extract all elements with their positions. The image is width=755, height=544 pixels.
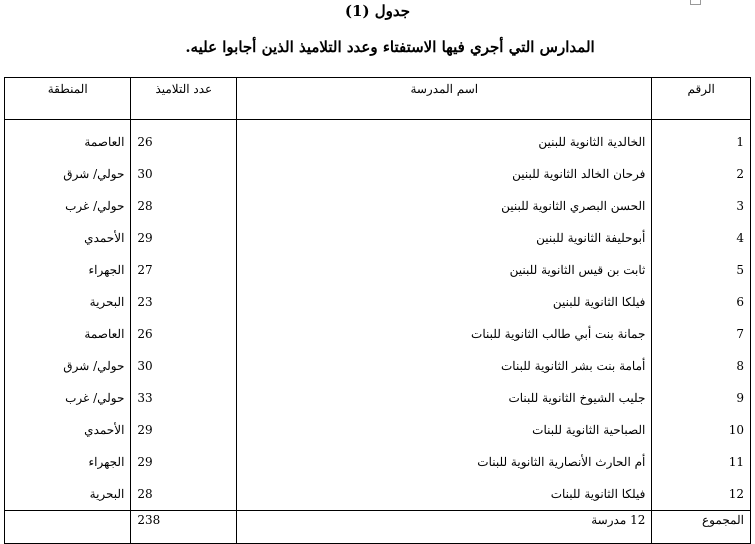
table-row: [5, 286, 751, 318]
footer-total-label: المجموع: [652, 511, 751, 544]
cell-region: الأحمدي: [5, 222, 131, 254]
cell-number: 4: [652, 222, 751, 254]
header-row: [5, 78, 751, 120]
cell-number: 11: [652, 446, 751, 478]
table-row: [5, 158, 751, 190]
table-row: [5, 446, 751, 478]
cell-region: حولي/ شرق: [5, 350, 131, 382]
table-row: [5, 222, 751, 254]
footer-row: [5, 511, 751, 544]
cell-number: 7: [652, 318, 751, 350]
cell-school-name: الحسن البصري الثانوية للبنين: [237, 190, 652, 222]
table-row: [5, 120, 751, 159]
cell-student-count: 30: [131, 350, 237, 382]
cell-student-count: 26: [131, 318, 237, 350]
table-row: [5, 382, 751, 414]
header-school-name: اسم المدرسة: [237, 78, 652, 120]
cell-school-name: أمامة بنت بشر الثانوية للبنات: [237, 350, 652, 382]
cell-number: 9: [652, 382, 751, 414]
cell-number: 1: [652, 120, 751, 159]
cell-region: العاصمة: [5, 120, 131, 159]
cell-number: 10: [652, 414, 751, 446]
cell-region: الأحمدي: [5, 414, 131, 446]
cell-student-count: 26: [131, 120, 237, 159]
cell-student-count: 27: [131, 254, 237, 286]
cell-student-count: 30: [131, 158, 237, 190]
cell-region: الجهراء: [5, 254, 131, 286]
table-caption-title: المدارس التي أجري فيها الاستفتاء وعدد التلاميذ الذين أجابوا عليه.: [185, 38, 595, 56]
cell-region: الجهراء: [5, 446, 131, 478]
table-caption-number: جدول (1): [344, 2, 411, 20]
cell-student-count: 29: [131, 446, 237, 478]
cell-region: العاصمة: [5, 318, 131, 350]
cell-number: 8: [652, 350, 751, 382]
cell-student-count: 28: [131, 190, 237, 222]
cell-school-name: أبوحليفة الثانوية للبنين: [237, 222, 652, 254]
table-footer: [5, 511, 751, 544]
table-body: [5, 120, 751, 511]
cell-region: حولي/ شرق: [5, 158, 131, 190]
footer-school-total: 12 مدرسة: [237, 511, 652, 544]
table-row: [5, 414, 751, 446]
cell-school-name: جمانة بنت أبي طالب الثانوية للبنات: [237, 318, 652, 350]
table-row: [5, 350, 751, 382]
cell-school-name: فرحان الخالد الثانوية للبنين: [237, 158, 652, 190]
cell-student-count: 33: [131, 382, 237, 414]
cell-number: 12: [652, 478, 751, 511]
header-student-count: عدد التلاميذ: [131, 78, 237, 120]
table-row: [5, 254, 751, 286]
header-region: المنطقة: [5, 78, 131, 120]
cell-student-count: 29: [131, 414, 237, 446]
table-header: [5, 78, 751, 120]
cell-school-name: فيلكا الثانوية للبنين: [237, 286, 652, 318]
cell-student-count: 28: [131, 478, 237, 511]
cell-school-name: أم الحارث الأنصارية الثانوية للبنات: [237, 446, 652, 478]
cell-school-name: فيلكا الثانوية للبنات: [237, 478, 652, 511]
cell-number: 5: [652, 254, 751, 286]
cell-student-count: 29: [131, 222, 237, 254]
header-number: الرقم: [652, 78, 751, 120]
footer-region: [5, 511, 131, 544]
table-row: [5, 318, 751, 350]
cell-number: 6: [652, 286, 751, 318]
schools-table: [4, 77, 751, 544]
cell-region: حولي/ غرب: [5, 190, 131, 222]
cell-number: 3: [652, 190, 751, 222]
cell-number: 2: [652, 158, 751, 190]
cell-region: البحرية: [5, 286, 131, 318]
table-row: [5, 190, 751, 222]
footer-student-total: 238: [131, 511, 237, 544]
cell-region: حولي/ غرب: [5, 382, 131, 414]
cell-region: البحرية: [5, 478, 131, 511]
cell-school-name: جليب الشيوخ الثانوية للبنات: [237, 382, 652, 414]
table-row: [5, 478, 751, 511]
cell-school-name: الخالدية الثانوية للبنين: [237, 120, 652, 159]
cell-school-name: ثابت بن قيس الثانوية للبنين: [237, 254, 652, 286]
cell-student-count: 23: [131, 286, 237, 318]
cell-school-name: الصباحية الثانوية للبنات: [237, 414, 652, 446]
